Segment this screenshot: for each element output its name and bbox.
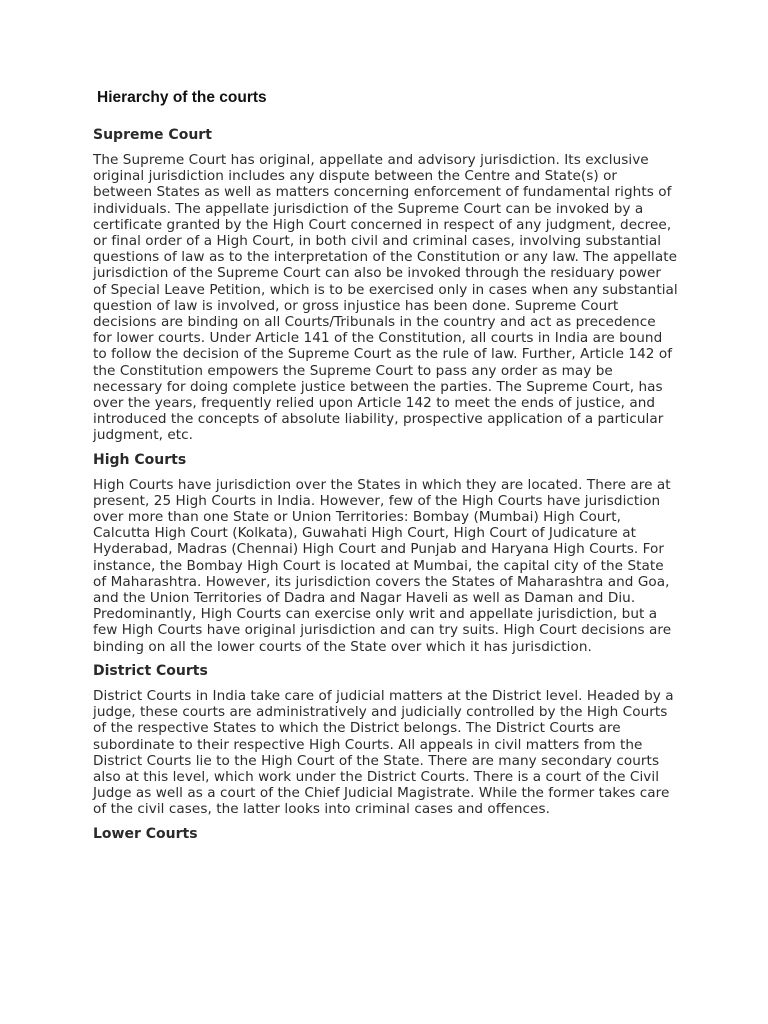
section-heading: High Courts (93, 451, 187, 468)
document-title: Hierarchy of the courts (97, 89, 267, 106)
section-heading: District Courts (93, 662, 208, 679)
section-heading: Supreme Court (93, 127, 212, 143)
section-heading: Lower Courts (93, 825, 198, 842)
section-district-courts (93, 661, 678, 818)
section-lower-courts (93, 824, 678, 844)
section-high-courts (93, 450, 678, 655)
section-paragraph: High Courts have jurisdiction over the States in which they are located. There are at present, 25 High Courts in India. However, few of the High Courts have jurisdiction over more than one State or Union Territories: Bombay (Mumbai) High Court, Calcutta High Court (Kolkata), Guwahati High Court, High Court of Judicature at Hyderabad, Madras (Chennai) High Court and Punjab and Haryana High Courts. For instance, the Bombay High Court is located at Mumbai, the capital city of the State of Maharashtra. However, its jurisdiction covers the States of Maharashtra and Goa, and the Union Territories of Dadra and Nagar Haveli as well as Daman and Diu. Predominantly, High Courts can exercise only writ and appellate jurisdiction, but a few High Courts have original jurisdiction and can try suits. High Court decisions are binding on all the lower courts of the State over which it has jurisdiction. (93, 476, 672, 655)
section-paragraph: District Courts in India take care of judicial matters at the District level. Headed by a judge, these courts are administratively and judicially controlled by the High Courts of the respective States to which the District belongs. The District Courts are subordinate to their respective High Courts. All appeals in civil matters from the District Courts lie to the High Court of the State. There are many secondary courts also at this level, which work under the District Courts. There is a court of the Civil Judge as well as a court of the Chief Judicial Magistrate. While the former takes care of the civil cases, the latter looks into criminal cases and offences. (93, 687, 674, 818)
section-paragraph: The Supreme Court has original, appellate and advisory jurisdiction. Its exclusive original jurisdiction includes any dispute between the Centre and State(s) or between States as well as matters concerning enforcement of fundamental rights of individuals. The appellate jurisdiction of the Supreme Court can be invoked by a certificate granted by the High Court concerned in respect of any judgment, decree, or final order of a High Court, in both civil and criminal cases, involving substantial questions of law as to the interpretation of the Constitution or any law. The appellate jurisdiction of the Supreme Court can also be invoked through the residuary power of Special Leave Petition, which is to be exercised only in cases when any substantial question of law is involved, or gross injustice has been done. Supreme Court decisions are binding on all Courts/Tribunals in the country and act as precedence for lower courts. Under Article 141 of the Constitution, all courts in India are bound to follow the decision of the Supreme Court as the rule of law. Further, Article 142 of the Constitution empowers the Supreme Court to pass any order as may be necessary for doing complete justice between the parties. The Supreme Court, has over the years, frequently relied upon Article 142 to meet the ends of justice, and introduced the concepts of absolute liability, prospective application of a particular judgment, etc. (93, 152, 678, 444)
section-supreme-court (93, 125, 678, 444)
document-page (93, 88, 678, 851)
